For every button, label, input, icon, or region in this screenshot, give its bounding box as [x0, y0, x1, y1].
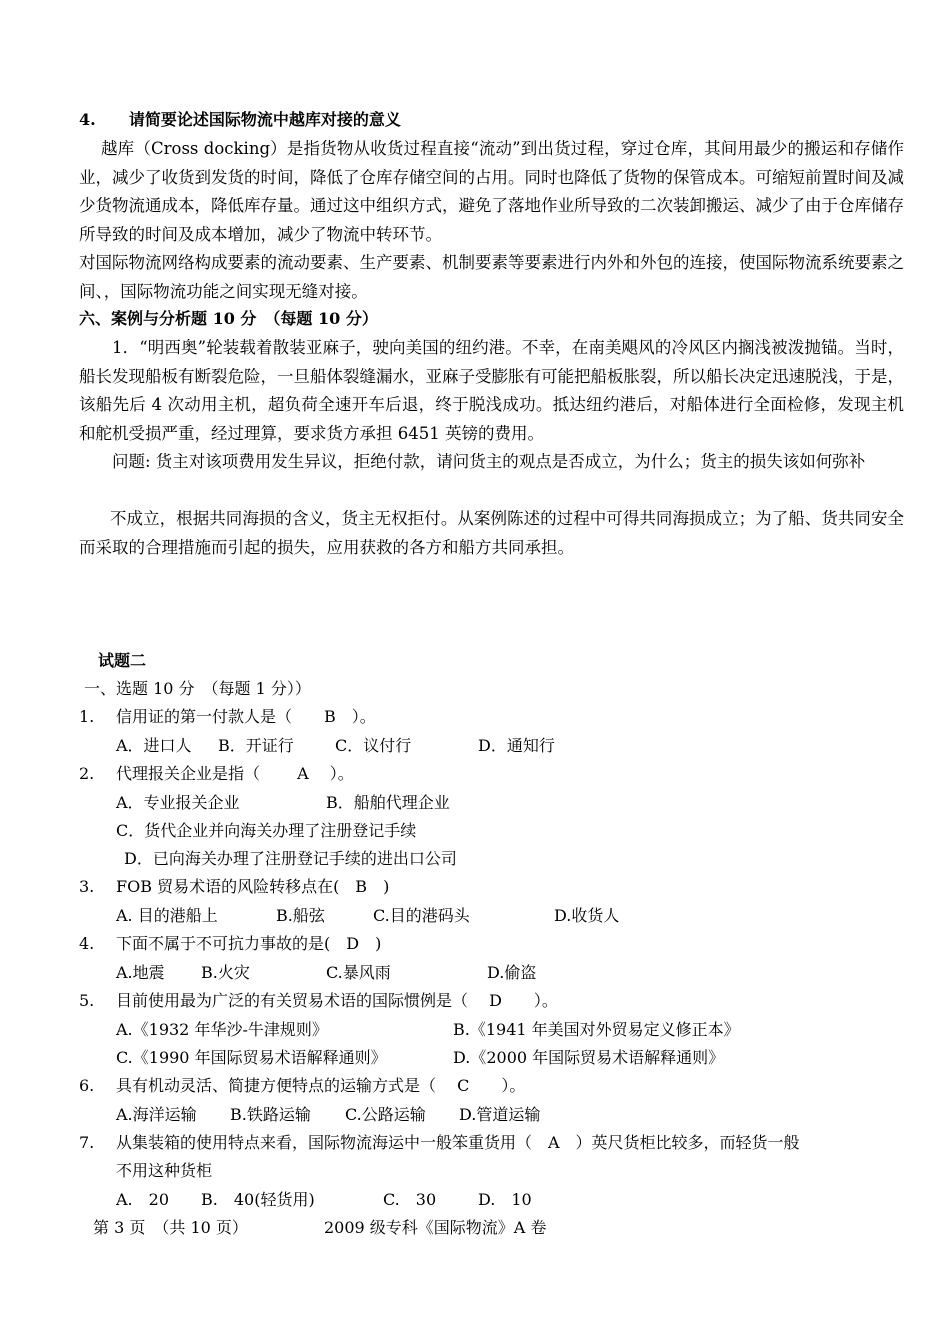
course-footer: 2009 级专科《国际物流》A 卷	[324, 1218, 547, 1237]
question-3-option-d: D.收货人	[554, 906, 620, 925]
question-2-option-a: A．专业报关企业	[116, 793, 240, 812]
case-answer: 不成立，根据共同海损的含义，货主无权拒付。从案例陈述的过程中可得共同海损成立；为了船、货共同安全而采取的合理措施而引起的损失，应用获救的各方和船方共同承担。	[79, 509, 904, 557]
question-7-option-a: A. 20	[116, 1190, 170, 1209]
case-question: 问题: 货主对该项费用发生异议，拒绝付款，请问货主的观点是否成立，为什么；货主的损失该如何弥补	[112, 452, 866, 471]
question-2-option-d: D．已向海关办理了注册登记手续的进出口公司	[124, 849, 457, 868]
question-5-option-a: A.《1932 年华沙-牛津规则》	[116, 1020, 328, 1039]
question-1-text: 信用证的第一付款人是（ B ）。	[116, 707, 376, 726]
question-3-option-b: B.船弦	[276, 906, 325, 925]
question-4-option-b: B.火灾	[201, 963, 250, 982]
question-6-option-b: B.铁路运输	[230, 1105, 311, 1124]
section-one-title: 一、选题 10 分 （每题 1 分））	[84, 679, 311, 698]
question-6-option-c: C.公路运输	[345, 1105, 426, 1124]
q4-answer-paragraph-2: 对国际物流网络构成要素的流动要素、生产要素、机制要素等要素进行内外和外包的连接，使国际物流系统要素之间、，国际物流功能之间实现无缝对接。	[79, 253, 904, 301]
question-6-text: 具有机动灵活、简捷方便特点的运输方式是（ C ）。	[116, 1076, 526, 1095]
q4-heading-text: 请简要论述国际物流中越库对接的意义	[128, 110, 401, 129]
question-3-option-c: C.目的港码头	[373, 906, 470, 925]
page-number-footer: 第 3 页 （共 10 页）	[93, 1218, 248, 1237]
question-6-number: 6.	[79, 1076, 95, 1095]
question-1-option-c: C．议付行	[335, 736, 412, 755]
question-1-option-d: D．通知行	[478, 736, 555, 755]
question-3-option-a: A. 目的港船上	[116, 906, 218, 925]
question-3-number: 3.	[79, 877, 95, 896]
q4-heading	[79, 110, 401, 130]
question-5-option-d: D.《2000 年国际贸易术语解释通则》	[453, 1048, 725, 1067]
question-7-text-continued: 不用这种货柜	[116, 1161, 213, 1180]
question-6-option-a: A.海洋运输	[116, 1105, 197, 1124]
question-7-option-c: C. 30	[383, 1190, 437, 1209]
section-six-title: 六、案例与分析题 10 分 （每题 10 分）	[79, 309, 378, 328]
question-7-option-b: B. 40(轻货用)	[201, 1190, 315, 1209]
case-paragraph: 1．“明西奥”轮装载着散装亚麻子，驶向美国的纽约港。不幸，在南美飓风的冷风区内搁浅被泼抛锚。当时，船长发现船板有断裂危险，一旦船体裂缝漏水，亚麻子受膨胀有可能把船板胀裂，所以船长决定迅速脱浅，于是，该船先后 4 次动用主机，超负荷全速开车后退，终于脱浅成功。抵达纽约港后，对船体进行全面检修，发现主机和舵机受损严重，经过理算，要求货方承担 6451 英镑的费用。	[79, 338, 904, 443]
question-1-option-b: B．开证行	[218, 736, 294, 755]
question-1-option-a: A．进口人	[116, 736, 192, 755]
question-7-number: 7.	[79, 1133, 95, 1152]
question-7-text: 从集装箱的使用特点来看，国际物流海运中一般笨重货用（ A ）英尺货柜比较多，而轻货一般	[116, 1133, 800, 1152]
question-4-option-c: C.暴风雨	[326, 963, 391, 982]
question-4-option-a: A.地震	[116, 963, 165, 982]
question-2-text: 代理报关企业是指（ A ）。	[116, 764, 354, 783]
q4-answer-paragraph-1: 越库（Cross docking）是指货物从收货过程直接“流动”到出货过程，穿过仓库，其间用最少的搬运和存储作业，减少了收货到发货的时间，降低了仓库存储空间的占用。同时也降低了货物的保管成本。可缩短前置时间及减少货物流通成本，降低库存量。通过这中组织方式，避免了落地作业所导致的二次装卸搬运、减少了由于仓库储存所导致的时间及成本增加，减少了物流中转环节。	[79, 139, 904, 244]
question-5-option-c: C.《1990 年国际贸易术语解释通则》	[116, 1048, 387, 1067]
question-4-option-d: D.偷盗	[487, 963, 537, 982]
question-6-option-d: D.管道运输	[459, 1105, 541, 1124]
question-5-text: 目前使用最为广泛的有关贸易术语的国际惯例是（ D ）。	[116, 991, 558, 1010]
question-5-option-b: B.《1941 年美国对外贸易定义修正本》	[453, 1020, 740, 1039]
question-5-number: 5.	[79, 991, 95, 1010]
question-7-option-d: D. 10	[478, 1190, 532, 1209]
question-2-option-b: B．船舶代理企业	[326, 793, 450, 812]
question-2-number: 2.	[79, 764, 95, 783]
question-1-number: 1.	[79, 707, 95, 726]
question-2-option-c: C．货代企业并向海关办理了注册登记手续	[116, 821, 417, 840]
exam-two-title: 试题二	[98, 651, 147, 670]
question-3-text: FOB 贸易术语的风险转移点在( B )	[116, 877, 390, 896]
q4-heading-number: 4.	[79, 110, 96, 129]
question-4-text: 下面不属于不可抗力事故的是( D )	[116, 934, 382, 953]
question-4-number: 4.	[79, 934, 95, 953]
